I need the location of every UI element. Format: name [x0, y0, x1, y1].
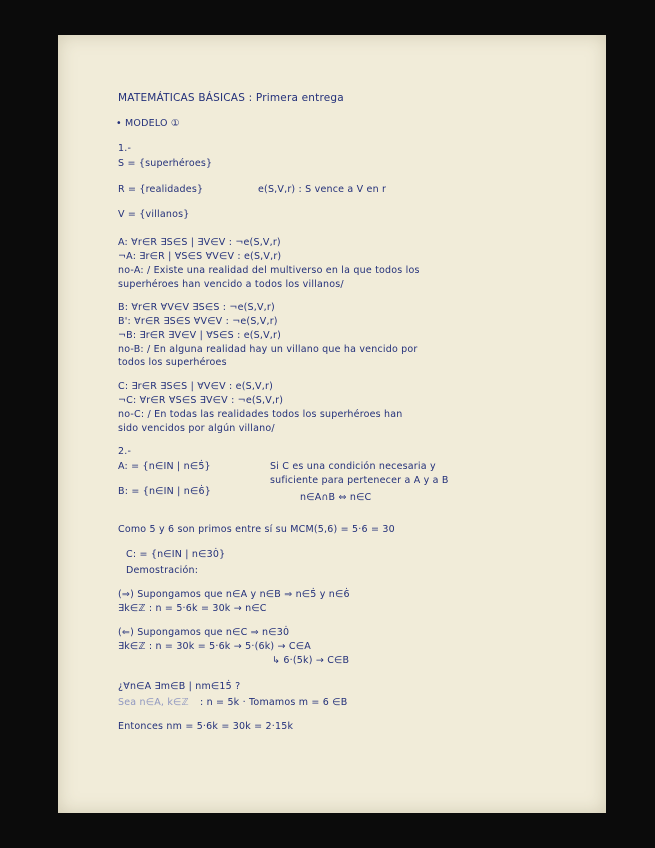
no-b-text-2: todos los superhéroes [118, 357, 227, 368]
model-label: • MODELO ① [116, 118, 180, 129]
set-a-definition: A: = {n∈IN | n∈5̇} [118, 461, 211, 472]
forward-implication: (⇒) Supongamos que n∈A y n∈B ⇒ n∈5̇ y n∈6̇ [118, 589, 350, 600]
set-r-definition: R = {realidades} [118, 184, 204, 195]
condition-equivalence: n∈A∩B ⇔ n∈C [300, 492, 372, 503]
negation-b: ¬B: ∃r∈R ∃V∈V | ∀S∈S : e(S,V,r) [118, 330, 282, 341]
conclusion-line: Entonces nm = 5·6k = 30k = 2·15k [118, 721, 294, 732]
no-c-text-1: no-C: / En todas las realidades todos los superhéroes han [118, 409, 403, 420]
statement-a: A: ∀r∈R ∃S∈S | ∃V∈V : ¬e(S,V,r) [118, 237, 281, 248]
forward-proof: ∃k∈ℤ : n = 5·6k = 30k → n∈C [118, 603, 267, 614]
take-m-line: : n = 5k · Tomamos m = 6 ∈B [200, 697, 348, 708]
no-c-text-2: sido vencidos por algún villano/ [118, 423, 275, 434]
page-heading: MATEMÁTICAS BÁSICAS : Primera entrega [118, 92, 344, 104]
condition-text-2: suficiente para pertenecer a A y a B [270, 475, 449, 486]
crossed-out-text: Sea n∈A, k∈ℤ [118, 697, 189, 708]
statement-b-prime: B': ∀r∈R ∃S∈S ∀V∈V : ¬e(S,V,r) [118, 316, 278, 327]
reverse-proof: ∃k∈ℤ : n = 30k = 5·6k → 5·(6k) → C∈A [118, 641, 311, 652]
set-b-definition: B: = {n∈IN | n∈6̇} [118, 486, 211, 497]
set-c-definition: C: = {n∈IN | n∈30̇} [126, 549, 226, 560]
mcm-line: Como 5 y 6 son primos entre sí su MCM(5,6) = 5·6 = 30 [118, 524, 395, 535]
set-s-definition: S = {superhéroes} [118, 158, 213, 169]
reverse-proof-branch: ↳ 6·(5k) → C∈B [272, 655, 350, 666]
no-b-text-1: no-B: / En alguna realidad hay un villano que ha vencido por [118, 344, 418, 355]
demonstration-label: Demostración: [126, 565, 199, 576]
exercise-2-number: 2.- [118, 446, 132, 457]
predicate-definition: e(S,V,r) : S vence a V en r [258, 184, 387, 195]
no-a-text-2: superhéroes han vencido a todos los villanos/ [118, 279, 344, 290]
set-v-definition: V = {villanos} [118, 209, 190, 220]
reverse-implication: (⇐) Supongamos que n∈C ⇒ n∈30̇ [118, 627, 290, 638]
statement-b: B: ∀r∈R ∀V∈V ∃S∈S : ¬e(S,V,r) [118, 302, 275, 313]
condition-text-1: Si C es una condición necesaria y [270, 461, 436, 472]
negation-a: ¬A: ∃r∈R | ∀S∈S ∀V∈V : e(S,V,r) [118, 251, 282, 262]
negation-c: ¬C: ∀r∈R ∀S∈S ∃V∈V : ¬e(S,V,r) [118, 395, 284, 406]
question-line: ¿∀n∈A ∃m∈B | nm∈15̇ ? [118, 681, 241, 692]
no-a-text-1: no-A: / Existe una realidad del multiverso en la que todos los [118, 265, 420, 276]
exercise-1-number: 1.- [118, 143, 132, 154]
statement-c: C: ∃r∈R ∃S∈S | ∀V∈V : e(S,V,r) [118, 381, 273, 392]
